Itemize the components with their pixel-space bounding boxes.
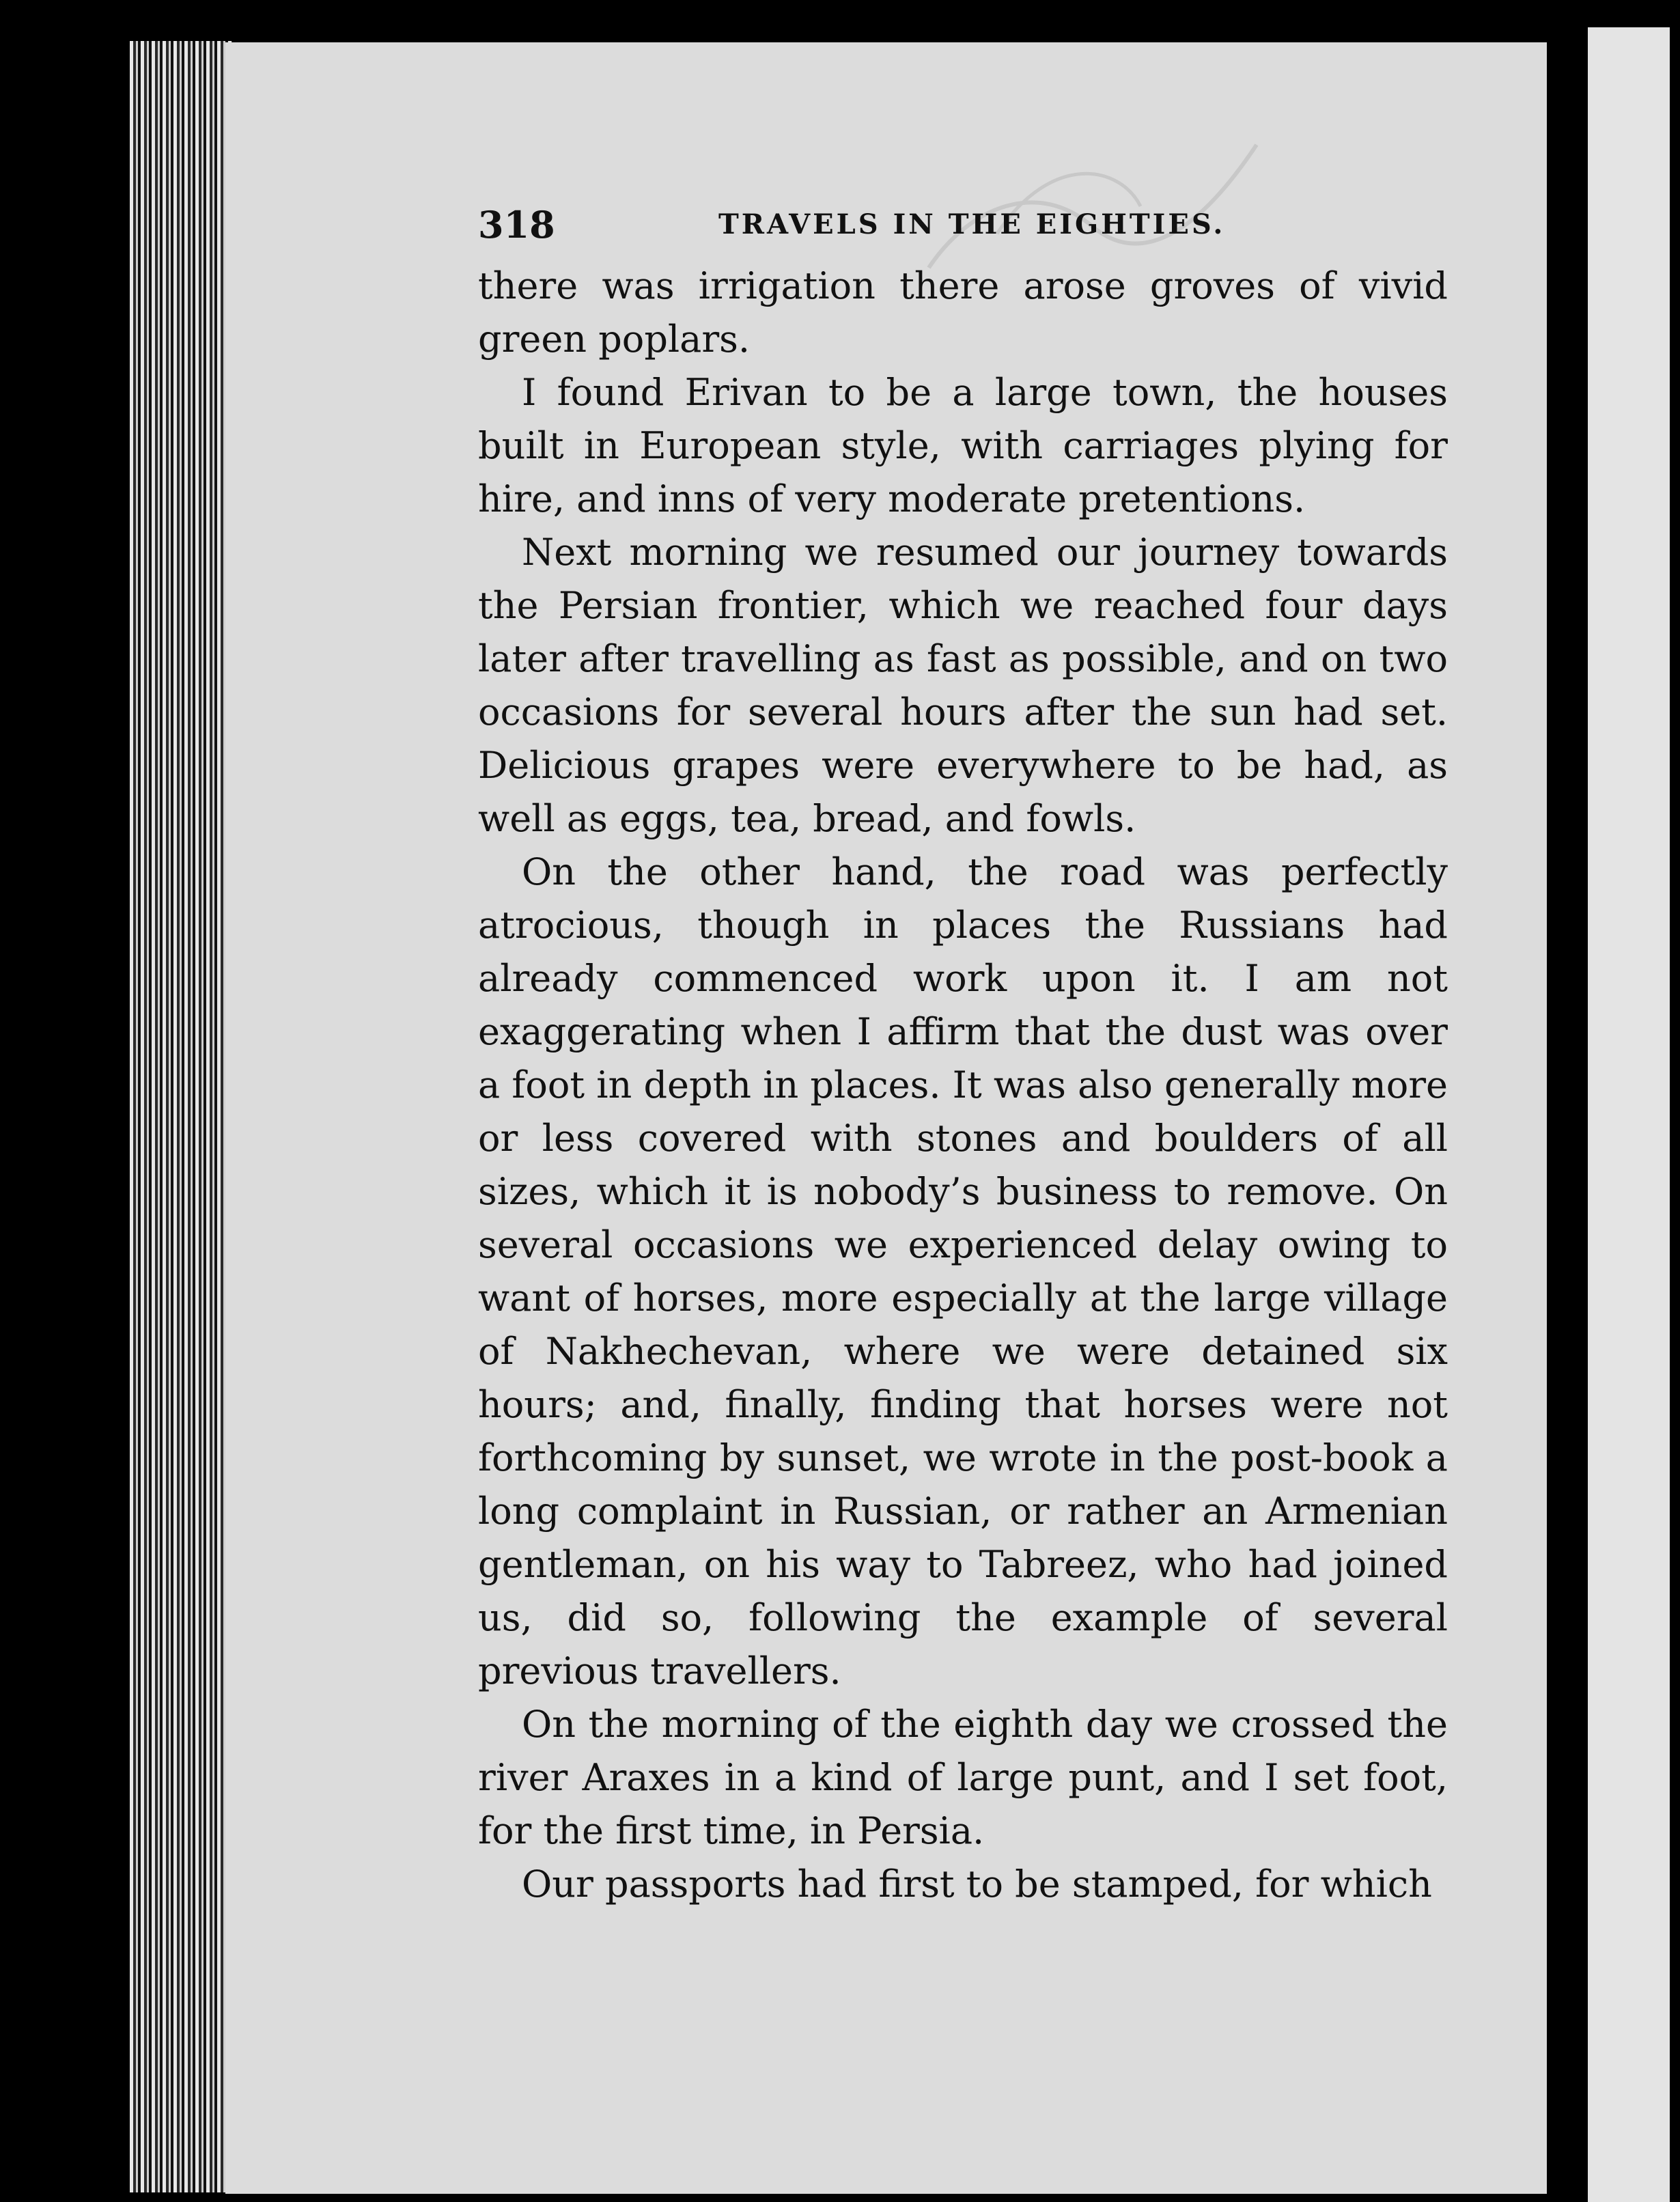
facing-page-edge: [1588, 27, 1670, 2202]
page-edges: [130, 41, 232, 2192]
paragraph: Next morning we resumed our journey towards the Persian frontier, which we reached four days later after travelling as fast as possible, and on two occasions for several hours after the sun had set. Delicious grapes were everywhere to be had, as well as eggs, tea, bread, and fowls.: [478, 531, 1448, 840]
paragraph: On the morning of the eighth day we crossed the river Araxes in a kind of large punt, and I set foot, for the first time, in Persia.: [478, 1703, 1448, 1852]
page-header: [478, 195, 1502, 256]
paragraph: On the other hand, the road was perfectly atrocious, though in places the Russians had already commenced work upon it. I am not exaggerating when I affirm that the dust was over a foot in depth in places. It was also generally more or less covered with stones and boulders of all sizes, which it is nobody’s business to remove. On several occasions we experienced delay owing to want of horses, more especially at the large village of Nakhechevan, where we were detained six hours; and, finally, finding that horses were not forthcoming by sunset, we wrote in the post-book a long complaint in Russian, or rather an Armenian gentleman, on his way to Tabreez, who had joined us, did so, following the example of several previous travellers.: [478, 850, 1448, 1692]
page-number: 318: [478, 203, 555, 247]
body-text: [478, 260, 1448, 1911]
paragraph: Our passports had first to be stamped, for which: [522, 1863, 1432, 1906]
paragraph: there was irrigation there arose groves of vivid green poplars.: [478, 264, 1448, 361]
running-head: TRAVELS IN THE EIGHTIES.: [718, 208, 1226, 240]
paragraph: I found Erivan to be a large town, the houses built in European style, with carriages plying for hire, and inns of very moderate pretentions.: [478, 371, 1448, 520]
